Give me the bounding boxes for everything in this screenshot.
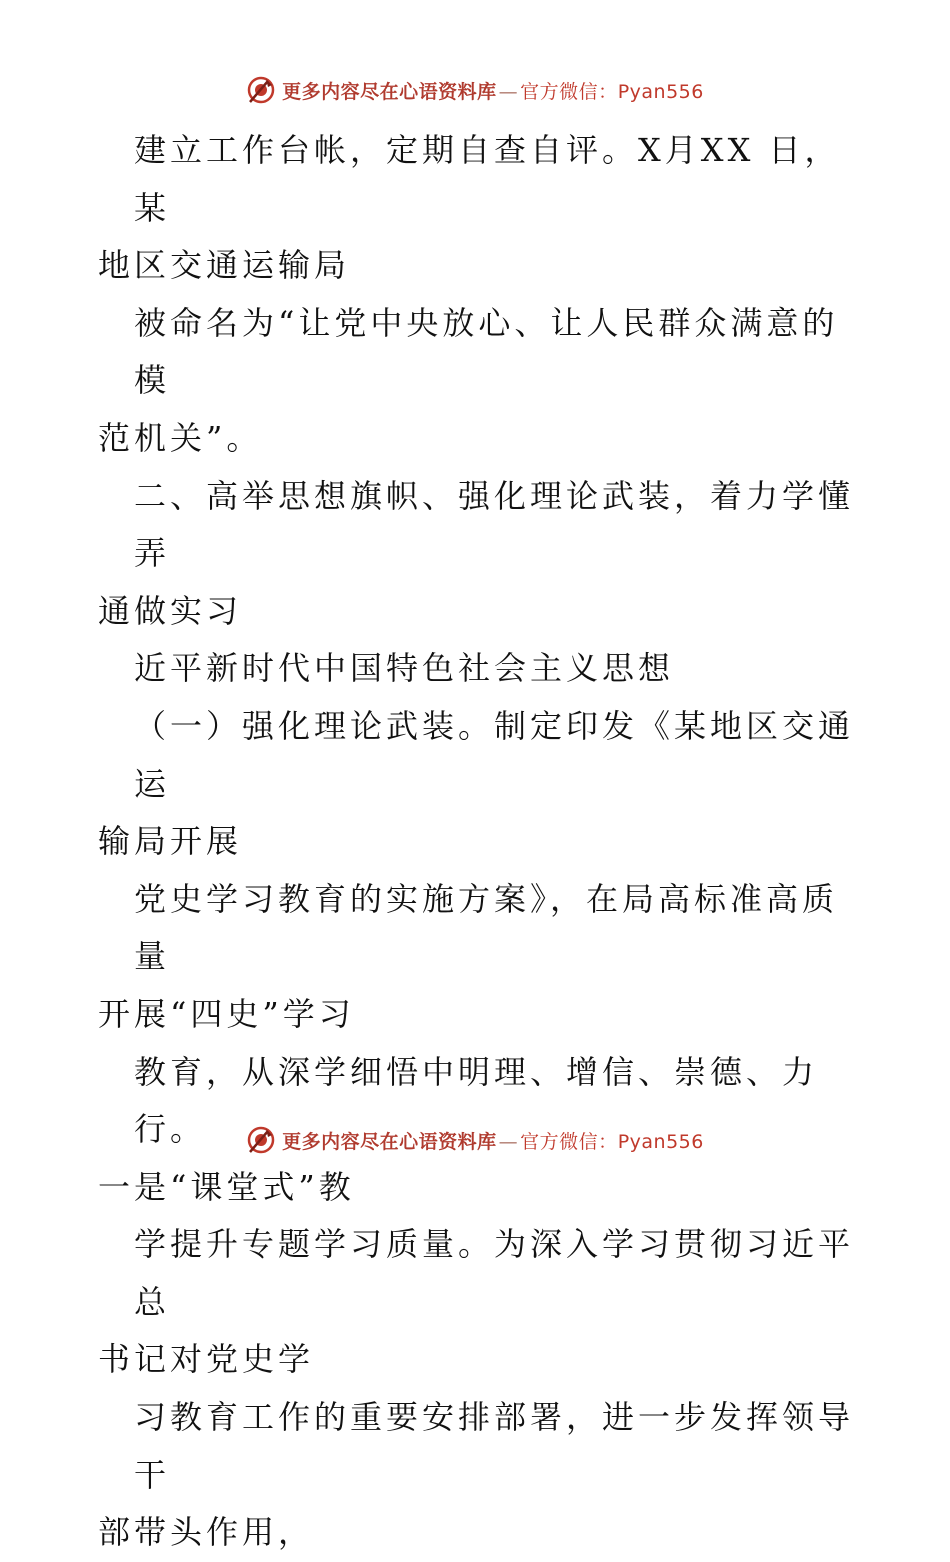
section-heading-line: 二、高举思想旗帜、强化理论武装，着力学懂弄 [134,476,855,573]
watermark-text [282,1127,704,1154]
document-body [98,122,858,1562]
text-line: 范机关”。 [98,418,263,457]
text-line: 学提升专题学习质量。为深入学习贯彻习近平总 [134,1225,855,1321]
text-line: 书记对党史学 [98,1340,315,1379]
section-heading-line: 近平新时代中国特色社会主义思想 [134,649,675,688]
text-line: 部带头作用， [98,1513,315,1552]
watermark-separator: — [498,80,519,103]
watermark-separator: — [498,1130,519,1153]
text-line: 教育，从深学细悟中明理、增信、崇德、力行。 [134,1052,819,1149]
text-line: 党史学习教育的实施方案》，在局高标准高质量 [134,879,839,976]
text-line: 地区交通运输局 [98,246,351,285]
text-line: 开展“四史”学习 [98,994,355,1033]
text-line: 被命名为“让党中央放心、让人民群众满意的模 [134,303,839,400]
watermark-official-label: 官方微信： [520,80,618,103]
text-line: 一是“课堂式”教 [98,1167,355,1206]
watermark-main-text: 更多内容尽在心语资料库 [282,1130,497,1153]
text-line: 输局开展 [98,822,243,861]
watermark-wechat-id: Pyan556 [617,1130,704,1153]
watermark-wechat-id: Pyan556 [617,80,704,103]
quill-logo-icon [246,1125,276,1155]
watermark-main-text: 更多内容尽在心语资料库 [282,80,497,103]
section-heading-line: 通做实习 [98,591,243,630]
watermark-official-label: 官方微信： [520,1130,618,1153]
watermark-text [282,77,704,104]
text-line: 建立工作台帐，定期自查自评。X月XX 日，某 [134,131,841,227]
header-watermark [0,70,950,110]
quill-logo-icon [246,75,276,105]
text-line: 习教育工作的重要安排部署，进一步发挥领导干 [134,1398,855,1494]
text-line: （一）强化理论武装。制定印发《某地区交通运 [134,706,855,803]
footer-watermark [0,1120,950,1160]
